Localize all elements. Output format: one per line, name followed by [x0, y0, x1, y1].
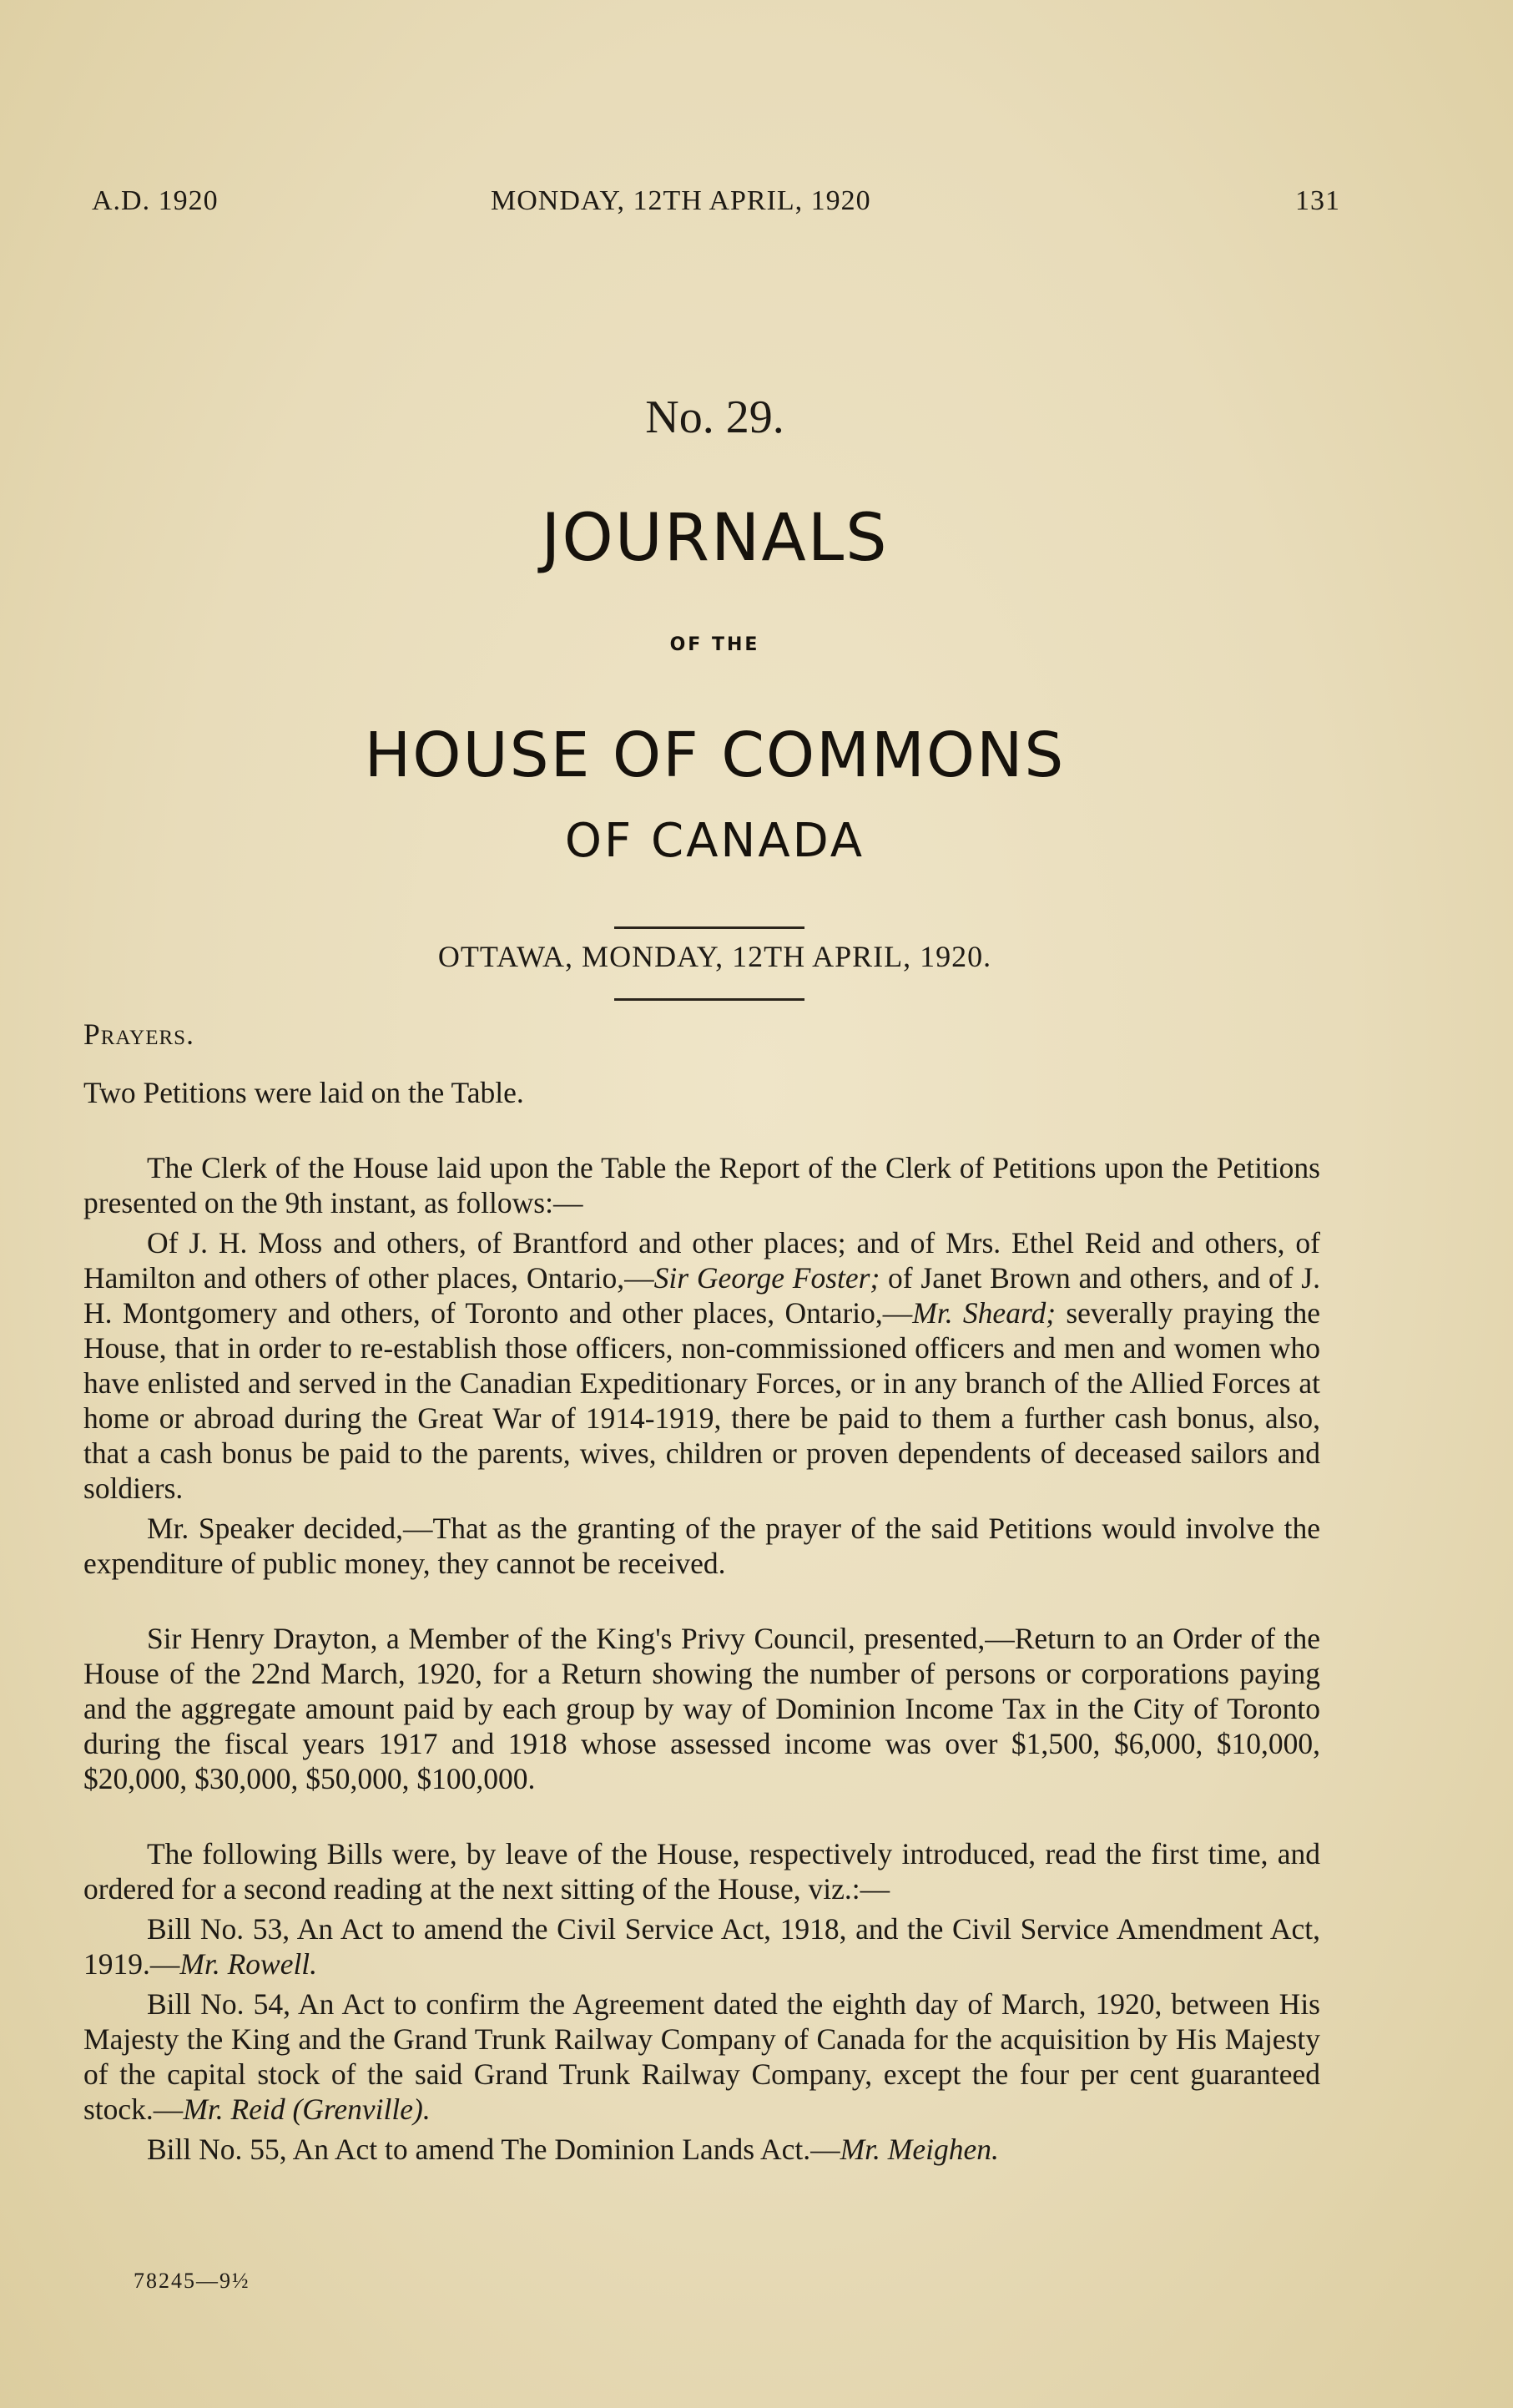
divider-bottom: [614, 998, 804, 1001]
journal-body: [83, 1017, 1320, 2167]
bill-53-paragraph: [83, 1911, 1320, 1981]
petition-member-2: Mr. Sheard;: [912, 1296, 1057, 1330]
bill-55-paragraph: [83, 2132, 1320, 2167]
printer-code: 78245—9½: [134, 2269, 250, 2293]
petitions-laid-paragraph: Two Petitions were laid on the Table.: [83, 1076, 524, 1109]
header-year: A.D. 1920: [92, 185, 219, 216]
house-of-commons-title: HOUSE OF COMMONS: [364, 719, 1066, 791]
bill-55-member: Mr. Meighen.: [840, 2133, 999, 2166]
bill-53-text: Bill No. 53, An Act to amend the Civil Service Act, 1918, and the Civil Service Amendment Act, 1919.—: [83, 1912, 1320, 1981]
bill-53-member: Mr. Rowell.: [179, 1947, 318, 1981]
bill-54-member: Mr. Reid (Grenville).: [183, 2092, 431, 2126]
bills-intro-paragraph: The following Bills were, by leave of the House, respectively introduced, read the first time, and ordered for a second reading at the next sitting of the House, viz.:—: [83, 1837, 1320, 1906]
bill-55-text: Bill No. 55, An Act to amend The Dominion Lands Act.—: [147, 2133, 840, 2166]
of-canada-title: OF CANADA: [564, 814, 865, 868]
running-header: [92, 185, 1344, 227]
bill-54-paragraph: [83, 1986, 1320, 2127]
page-number: 131: [1295, 185, 1340, 216]
session-dateline: OTTAWA, MONDAY, 12TH APRIL, 1920.: [437, 940, 992, 973]
petition-text-2: of Janet Brown and others, and of J. H. Montgomery and others, of Toronto and other places, Ontario,—: [83, 1261, 1320, 1330]
petition-text-1: Of J. H. Moss and others, of Brantford and other places; and of Mrs. Ethel Reid and others, of Hamilton and others of other places, Ontario,—: [83, 1226, 1320, 1295]
bill-54-text: Bill No. 54, An Act to confirm the Agreement dated the eighth day of March, 1920, between His Majesty the King and the Grand Trunk Railway Company of Canada for the acquisition by His Majesty of the capital stock of the said Grand Trunk Railway Company, except the four per cent guaranteed stock.—: [83, 1987, 1320, 2126]
divider-top: [614, 926, 804, 929]
speaker-decision-paragraph: Mr. Speaker decided,—That as the granting of the prayer of the said Petitions would involve the expenditure of public money, they cannot be received.: [83, 1512, 1320, 1580]
journals-title: JOURNALS: [541, 501, 889, 576]
return-paragraph: Sir Henry Drayton, a Member of the King's Privy Council, presented,—Return to an Order of the House of the 22nd March, 1920, for a Return showing the number of persons or corporations paying and the aggregate amount paid by each group by way of Dominion Income Tax in the City of Toronto during the fiscal years 1917 and 1918 whose assessed income was over $1,500, $6,000, $10,000, $20,000, $30,000, $50,000, $100,000.: [83, 1622, 1320, 1795]
petition-member-1: Sir George Foster;: [653, 1261, 880, 1295]
petitions-detail-paragraph: [83, 1225, 1320, 1506]
petition-text-3: severally praying the House, that in order to re-establish those officers, non-commissioned officers and men and women who have enlisted and served in the Canadian Expeditionary Forces, or in any branch of the Allied Forces at home or abroad during the Great War of 1914-1919, there be paid to them a further cash bonus, also, that a cash bonus be paid to the parents, wives, children or proven dependents of deceased sailors and soldiers.: [83, 1296, 1320, 1505]
prayers-heading: Prayers.: [83, 1017, 194, 1051]
header-date: MONDAY, 12TH APRIL, 1920: [491, 185, 871, 216]
clerk-report-paragraph: The Clerk of the House laid upon the Table the Report of the Clerk of Petitions upon the Petitions presented on the 9th instant, as follows:—: [83, 1151, 1320, 1219]
journal-number: No. 29.: [645, 391, 784, 443]
of-the-label: OF THE: [669, 634, 760, 655]
